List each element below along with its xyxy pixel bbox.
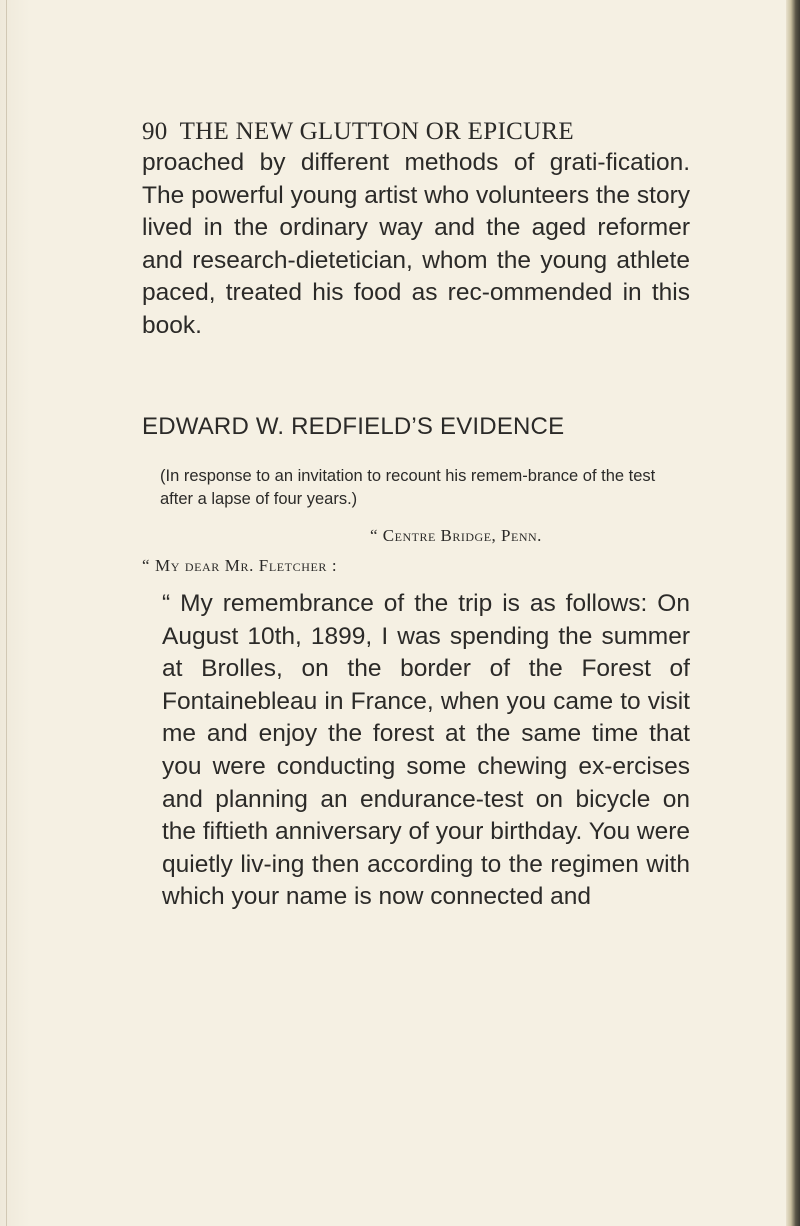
page-number: 90 bbox=[142, 118, 168, 145]
letter-salutation: “ My dear Mr. Fletcher : bbox=[142, 556, 338, 575]
letter-address: “ Centre Bridge, Penn. bbox=[370, 526, 542, 545]
note-text: (In response to an invitation to recount his remem-brance of the test after a lapse of four years.) bbox=[160, 467, 656, 508]
running-header bbox=[142, 118, 702, 146]
page-gutter-shadow bbox=[6, 0, 7, 1226]
running-title: THE NEW GLUTTON OR EPICURE bbox=[179, 118, 574, 145]
editorial-note bbox=[142, 465, 682, 511]
page-edge bbox=[786, 0, 800, 1226]
letter-paragraph bbox=[142, 588, 690, 914]
letter-paragraph-text: “ My remembrance of the trip is as follows: On August 10th, 1899, I was spending the summer at Brolles, on the border of the Forest of Fontainebleau in France, when you came to visit me and enjoy the forest at the same time that you were conducting some chewing ex-ercises and planning an endurance-test on bicycle on the fiftieth anniversary of your birthday. You were quietly liv-ing then according to the regimen with which your name is now connected and bbox=[162, 590, 690, 911]
section-heading: EDWARD W. REDFIELD’S EVIDENCE bbox=[142, 413, 565, 440]
body-paragraph-1: proached by different methods of grati-fication. The powerful young artist who volunteers the story lived in the ordinary way and the aged reformer and research-dietetician, whom the young athlete paced, treated his food as rec-ommended in this book. bbox=[142, 149, 690, 339]
